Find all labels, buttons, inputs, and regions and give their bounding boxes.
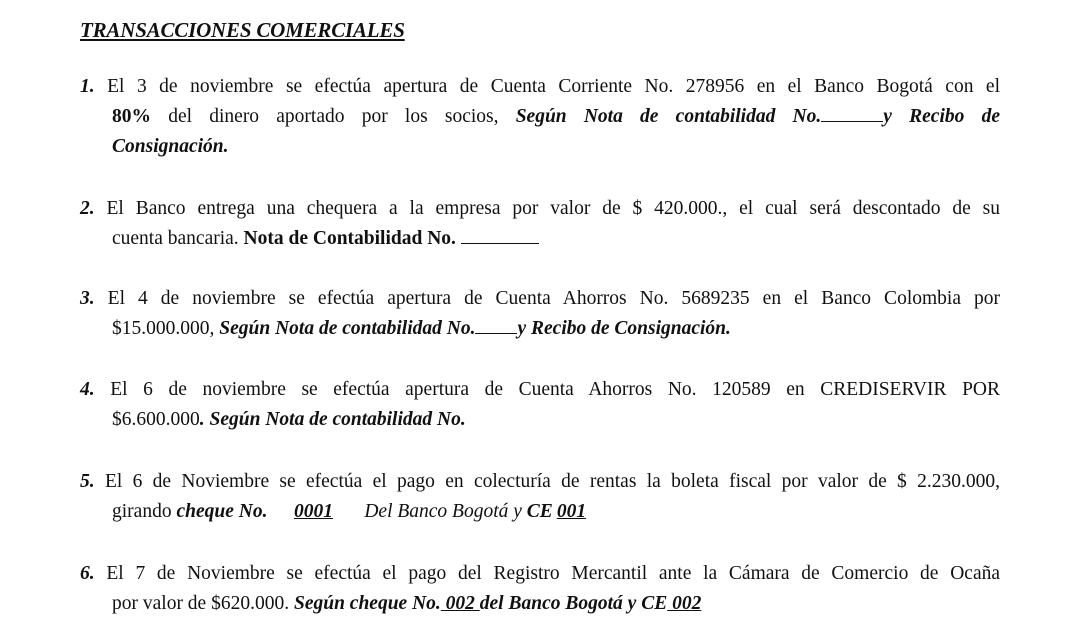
transaction-item-2: [80, 194, 1000, 254]
item-3-line-2: [80, 314, 1000, 344]
recibo-reference: y Recibo de Consignación.: [517, 318, 731, 339]
item-1-line-3: [80, 132, 1000, 162]
item-2-line-1: [80, 194, 1000, 224]
recibo-reference: y Recibo de: [883, 106, 1000, 127]
item-text: El 4 de noviembre se efectúa apertura de Cuenta Ahorros No. 5689235 en el Banco Colombia por: [107, 288, 1000, 309]
cheque-number: 002: [440, 593, 480, 614]
item-number: 3.: [80, 288, 95, 309]
transaction-item-1: [80, 72, 1000, 162]
blank-line: [461, 225, 539, 244]
item-number: 5.: [80, 471, 95, 492]
item-text: El 7 de Noviembre se efectúa el pago del Registro Mercantil ante la Cámara de Comercio de Ocaña: [106, 563, 1001, 584]
item-6-line-1: [80, 559, 1000, 589]
item-text: El Banco entrega una chequera a la empresa por valor de $ 420.000., el cual será descontado de su: [106, 198, 1000, 219]
ce-number: 002: [667, 593, 702, 614]
transaction-item-3: [80, 284, 1000, 344]
item-5-line-1: [80, 467, 1000, 497]
item-text: cuenta bancaria.: [112, 228, 244, 249]
bank-ce-text: del Banco Bogotá y CE: [479, 593, 668, 614]
item-number: 6.: [80, 563, 95, 584]
bank-text: Del Banco Bogotá y: [364, 501, 527, 522]
item-4-line-1: [80, 375, 1000, 405]
item-1-line-2: [80, 102, 1000, 132]
item-3-line-1: [80, 284, 1000, 314]
item-text: El 6 de noviembre se efectúa apertura de Cuenta Ahorros No. 120589 en CREDISERVIR POR: [110, 379, 1000, 400]
blank-line: [475, 315, 517, 334]
nota-reference: . Según Nota de contabilidad No.: [199, 409, 466, 430]
cheque-label: cheque No.: [176, 501, 268, 522]
item-2-line-2: [80, 224, 1000, 254]
ce-number: 001: [556, 501, 587, 522]
item-6-line-2: [80, 589, 1000, 619]
percentage: 80%: [112, 106, 151, 127]
cheque-label: Según cheque No.: [293, 593, 441, 614]
nota-reference: Según Nota de contabilidad No.: [219, 318, 476, 339]
cheque-number: 0001: [293, 501, 333, 522]
ce-label: CE: [526, 501, 553, 522]
item-4-line-2: [80, 405, 1000, 435]
transaction-item-4: [80, 375, 1000, 435]
item-number: 4.: [80, 379, 95, 400]
item-5-line-2: [80, 497, 1000, 527]
item-1-line-1: [80, 72, 1000, 102]
item-number: 1.: [80, 76, 95, 97]
item-number: 2.: [80, 198, 95, 219]
blank-line: [821, 103, 883, 122]
nota-reference: Nota de Contabilidad No.: [243, 228, 456, 249]
nota-reference: Según Nota de contabilidad No.: [515, 106, 822, 127]
item-text: El 3 de noviembre se efectúa apertura de Cuenta Corriente No. 278956 en el Banco Bogotá con el: [107, 76, 1001, 97]
transaction-item-6: [80, 559, 1000, 619]
item-text: del dinero aportado por los socios,: [151, 106, 516, 127]
transaction-item-5: [80, 467, 1000, 527]
item-text: $6.600.000: [112, 409, 200, 430]
item-text: El 6 de Noviembre se efectúa el pago en colecturía de rentas la boleta fiscal por valor de $ 2.230.000,: [104, 471, 1001, 492]
item-text: girando: [112, 501, 177, 522]
item-text: por valor de $620.000.: [112, 593, 294, 614]
document-title: TRANSACCIONES COMERCIALES: [80, 18, 405, 42]
consignacion-label: Consignación.: [112, 136, 229, 157]
item-text: $15.000.000,: [112, 318, 220, 339]
